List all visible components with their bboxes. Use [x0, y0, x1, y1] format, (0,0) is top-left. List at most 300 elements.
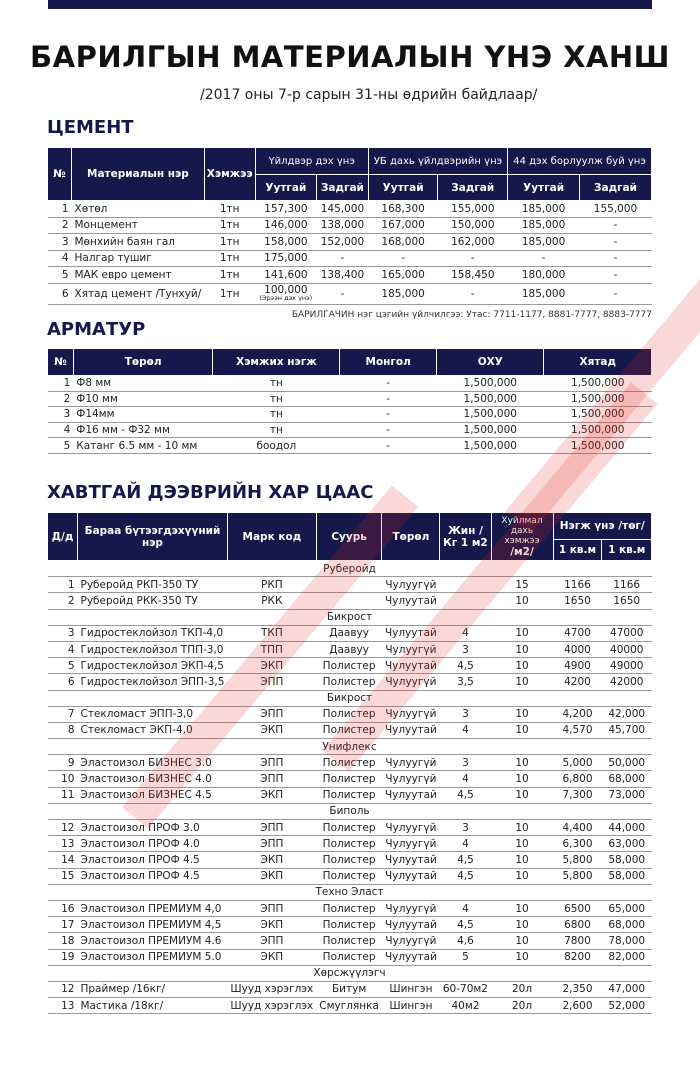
table-cell: 4	[48, 641, 78, 657]
cell-text: 1тн	[219, 252, 240, 265]
table-cell: 10	[491, 593, 553, 609]
table-cell: Чулуугүй	[382, 900, 440, 916]
table-cell: Полистер	[316, 755, 382, 771]
table-cell	[580, 217, 652, 234]
table-cell: 17	[48, 917, 78, 933]
cell-text: 1тн	[219, 287, 240, 300]
col-type: Төрөл	[382, 513, 440, 561]
page-subtitle: /2017 оны 7-р сарын 31-ны өдрийн байдлаар/	[200, 87, 538, 103]
table-cell: Полистер	[316, 852, 382, 868]
table-cell	[204, 283, 255, 304]
cell-text: -	[401, 252, 406, 265]
cell-text: 152,000	[320, 235, 365, 248]
table-cell	[204, 267, 255, 284]
table-cell: Полистер	[316, 658, 382, 674]
table-cell: Ф10 мм	[73, 391, 213, 407]
table-cell	[508, 267, 580, 284]
table-cell	[440, 593, 491, 609]
table-cell: 2	[48, 593, 78, 609]
col-packed: Уутгай	[508, 175, 580, 201]
table-cell	[438, 201, 508, 218]
table-cell: Эластоизол ПРЕМИУМ 4,0	[78, 900, 228, 916]
table-cell: ЭПП	[227, 900, 316, 916]
table-cell	[580, 267, 652, 284]
table-cell: Гидростеклойзол ТПП-3,0	[78, 641, 228, 657]
table-cell: 4	[440, 625, 491, 641]
table-cell: тн	[213, 391, 340, 407]
table-cell: 10	[491, 900, 553, 916]
table-cell: 14	[48, 852, 78, 868]
table-cell: Эластоизол ПРЕМИУМ 5.0	[78, 949, 228, 965]
table-cell: 5,800	[553, 868, 602, 884]
table-cell: Чулуугүй	[382, 641, 440, 657]
table-cell: Шингэн	[382, 981, 440, 997]
table-cell: Руберойд РКК-350 ТУ	[78, 593, 228, 609]
table-cell: Эластоизол БИЗНЕС 4.5	[78, 787, 228, 803]
table-cell: 10	[48, 771, 78, 787]
table-cell: 4,400	[553, 820, 602, 836]
table-cell	[255, 217, 317, 234]
table-cell	[368, 201, 438, 218]
cell-text: 185,000	[521, 219, 566, 232]
table-cell: Даавуу	[316, 625, 382, 641]
group-row	[48, 884, 652, 900]
group-row	[48, 803, 652, 819]
table-cell: РКК	[227, 593, 316, 609]
table-cell: 1,500,000	[544, 438, 652, 454]
table-cell	[255, 283, 317, 304]
cell-text: 1тн	[219, 219, 240, 232]
table-cell: Чулуутай	[382, 722, 440, 738]
table-row	[48, 981, 652, 997]
col-packed: Уутгай	[255, 175, 317, 201]
table-cell: 4	[440, 900, 491, 916]
cell-text: Хөтөл	[74, 202, 108, 215]
table-cell	[440, 577, 491, 593]
cell-text: -	[470, 252, 475, 265]
table-cell: Чулуугүй	[382, 577, 440, 593]
table-cell: 10	[491, 641, 553, 657]
cell-text: 180,000	[521, 268, 566, 281]
col-header: Монгол	[340, 349, 437, 376]
table-row	[48, 593, 652, 609]
table-cell: 4,5	[440, 917, 491, 933]
cell-text: 165,000	[381, 268, 425, 281]
cell-text: -	[613, 219, 618, 232]
table-row	[48, 391, 652, 407]
table-cell: 3	[440, 706, 491, 722]
table-cell: 1650	[602, 593, 652, 609]
table-cell	[580, 283, 652, 304]
table-row	[48, 755, 652, 771]
table-cell: 10	[491, 787, 553, 803]
table-cell	[72, 217, 205, 234]
table-cell	[48, 217, 72, 234]
group-label: Техно Эласт	[48, 884, 652, 900]
table-cell: 50,000	[602, 755, 652, 771]
table-cell: 5	[48, 658, 78, 674]
group-label: Унифлекс	[48, 739, 652, 755]
table-cell: 10	[491, 674, 553, 690]
col-name: Материалын нэр	[72, 148, 205, 201]
table-cell: Эластоизол БИЗНЕС 4.0	[78, 771, 228, 787]
table-cell: ЭПП	[227, 755, 316, 771]
table-cell: Полистер	[316, 900, 382, 916]
col-group-ub: УБ дахь үйлдвэрийн үнэ	[368, 148, 507, 175]
table-cell	[72, 250, 205, 267]
table-cell: Полистер	[316, 917, 382, 933]
col-name: Бараа бүтээгдэхүүний нэр	[78, 513, 228, 561]
table-cell: Чулуугүй	[382, 755, 440, 771]
table-cell: Гидростеклойзол ЭПП-3,5	[78, 674, 228, 690]
table-cell: 3	[440, 641, 491, 657]
cell-text: Хятад цемент /Тунхуй/	[74, 287, 202, 300]
table-row	[48, 625, 652, 641]
table-cell: Праймер /16кг/	[78, 981, 228, 997]
top-bar	[48, 0, 652, 9]
table-row	[48, 422, 652, 438]
table-cell: 6,800	[553, 771, 602, 787]
table-cell: 47,000	[602, 981, 652, 997]
table-cell: 3	[48, 407, 74, 423]
table-cell: Гидростеклойзол ТКП-4,0	[78, 625, 228, 641]
cell-text: 1тн	[219, 202, 240, 215]
cell-text: -	[541, 252, 546, 265]
cell-text: 168,300	[381, 202, 425, 215]
table-row	[48, 641, 652, 657]
table-cell: Ф8 мм	[73, 376, 213, 392]
table-cell: 4,5	[440, 658, 491, 674]
cell-text: 185,000	[521, 235, 566, 248]
group-label: Руберойд	[48, 561, 652, 577]
table-cell: 10	[491, 658, 553, 674]
table-cell: 47000	[602, 625, 652, 641]
col-header: №	[48, 349, 74, 376]
table-cell: 42,000	[602, 706, 652, 722]
table-cell	[48, 201, 72, 218]
table-cell: 10	[491, 722, 553, 738]
table-cell: ЭКП	[227, 868, 316, 884]
table-cell: 1,500,000	[437, 407, 544, 423]
col-roll-unit: /м2/	[510, 545, 534, 558]
table-cell: ЭКП	[227, 917, 316, 933]
cell-text: 157,300	[264, 202, 308, 215]
table-cell: 1,500,000	[437, 422, 544, 438]
table-cell	[255, 234, 317, 251]
table-cell: 10	[491, 917, 553, 933]
cell-text: -	[613, 268, 618, 281]
table-cell: 45,700	[602, 722, 652, 738]
table-cell: 4000	[553, 641, 602, 657]
cell-text: МАК евро цемент	[74, 268, 172, 281]
cell-text: 155,000	[451, 202, 495, 215]
table-cell: Чулуутай	[382, 949, 440, 965]
table-cell: Чулуутай	[382, 917, 440, 933]
cell-text: -	[470, 287, 475, 300]
table-cell: 3	[440, 820, 491, 836]
table-cell: Чулуугүй	[382, 674, 440, 690]
table-cell: ЭПП	[227, 836, 316, 852]
cell-text: 146,000	[264, 219, 308, 232]
table-cell: 5	[48, 438, 74, 454]
cell-text: 168,000	[381, 235, 425, 248]
table-cell: тн	[213, 407, 340, 423]
table-row	[48, 722, 652, 738]
cell-note: (Эрээн дэх үнэ)	[259, 294, 313, 302]
table-row	[48, 917, 652, 933]
table-cell: 7	[48, 706, 78, 722]
table-cell	[204, 234, 255, 251]
table-cell: 49000	[602, 658, 652, 674]
table-row	[48, 820, 652, 836]
table-cell: 58,000	[602, 852, 652, 868]
col-price-1: 1 кв.м	[553, 540, 602, 561]
table-row	[48, 201, 652, 218]
table-cell: 2,350	[553, 981, 602, 997]
table-cell	[368, 217, 438, 234]
table-cell: 4,5	[440, 787, 491, 803]
table-cell: 16	[48, 900, 78, 916]
table-cell: -	[340, 391, 437, 407]
table-row	[48, 407, 652, 423]
cell-text: -	[340, 252, 345, 265]
col-no: Д/д	[48, 513, 78, 561]
table-cell	[508, 283, 580, 304]
group-row	[48, 609, 652, 625]
table-cell: ТКП	[227, 625, 316, 641]
table-cell: 1	[48, 577, 78, 593]
table-cell: Чулуутай	[382, 787, 440, 803]
table-row	[48, 949, 652, 965]
table-cell: 4	[440, 771, 491, 787]
col-packed: Уутгай	[368, 175, 438, 201]
table-cell: Эластоизол ПРОФ 4.0	[78, 836, 228, 852]
table-cell: Шууд хэрэглэх	[227, 998, 316, 1014]
table-row	[48, 438, 652, 454]
table-cell: 1166	[553, 577, 602, 593]
table-row	[48, 998, 652, 1014]
col-unit: Хэмжээ	[204, 148, 255, 201]
table-cell: 1,500,000	[437, 376, 544, 392]
table-cell	[438, 283, 508, 304]
table-cell: 4,5	[440, 868, 491, 884]
table-cell: 11	[48, 787, 78, 803]
table-cell: 5,000	[553, 755, 602, 771]
table-cell: Даавуу	[316, 641, 382, 657]
table-cell: -	[340, 438, 437, 454]
table-cell: 1,500,000	[437, 391, 544, 407]
table-cell	[72, 283, 205, 304]
table-cell: 2,600	[553, 998, 602, 1014]
table-cell: РКП	[227, 577, 316, 593]
table-cell: 13	[48, 836, 78, 852]
table-cell: -	[340, 422, 437, 438]
table-cell: 19	[48, 949, 78, 965]
cell-text: 1тн	[219, 235, 240, 248]
table-cell: 1	[48, 376, 74, 392]
table-cell: 7,300	[553, 787, 602, 803]
table-cell: 1,500,000	[544, 422, 652, 438]
table-cell: 4,5	[440, 852, 491, 868]
table-cell: ЭПП	[227, 771, 316, 787]
table-row	[48, 267, 652, 284]
table-cell: 20л	[491, 998, 553, 1014]
table-cell: 40м2	[440, 998, 491, 1014]
table-cell: Эластоизол ПРЕМИУМ 4.6	[78, 933, 228, 949]
cell-text: 175,000	[264, 252, 308, 265]
table-cell: 4	[440, 722, 491, 738]
table-cell: Стекломаст ЭКП-4,0	[78, 722, 228, 738]
table-cell	[48, 250, 72, 267]
table-cell: Полистер	[316, 949, 382, 965]
table-row	[48, 577, 652, 593]
table-cell: Ф16 мм - Ф32 мм	[73, 422, 213, 438]
table-cell: Чулуугүй	[382, 771, 440, 787]
table-cell	[317, 283, 369, 304]
table-row	[48, 787, 652, 803]
table-cell: -	[340, 407, 437, 423]
table-row	[48, 250, 652, 267]
table-row	[48, 706, 652, 722]
cell-text: 4	[61, 252, 69, 265]
table-cell: 10	[491, 949, 553, 965]
table-cell: 68,000	[602, 771, 652, 787]
table-cell: ЭПП	[227, 674, 316, 690]
table-cell: 10	[491, 868, 553, 884]
cell-text: 158,000	[264, 235, 308, 248]
table-cell: Эластоизол БИЗНЕС 3.0	[78, 755, 228, 771]
col-roll	[491, 513, 553, 561]
col-base: Суурь	[316, 513, 382, 561]
col-code: Марк код	[227, 513, 316, 561]
table-cell: 82,000	[602, 949, 652, 965]
cell-text: 155,000	[593, 202, 638, 215]
table-cell: 1,500,000	[544, 391, 652, 407]
group-row	[48, 739, 652, 755]
table-cell: Чулуутай	[382, 868, 440, 884]
cell-text: -	[340, 287, 345, 300]
table-cell: Эластоизол ПРОФ 4.5	[78, 868, 228, 884]
table-cell	[204, 250, 255, 267]
table-cell	[255, 267, 317, 284]
table-cell: 10	[491, 771, 553, 787]
table-cell: 3	[48, 625, 78, 641]
table-cell: 40000	[602, 641, 652, 657]
table-cell: 15	[491, 577, 553, 593]
table-cell: 10	[491, 852, 553, 868]
table-cell: ЭКП	[227, 949, 316, 965]
col-price-2: 1 кв.м	[602, 540, 652, 561]
cell-text: 150,000	[451, 219, 495, 232]
roofing-heading: ХАВТГАЙ ДЭЭВРИЙН ХАР ЦААС	[47, 482, 374, 503]
table-cell	[368, 234, 438, 251]
page-title: БАРИЛГЫН МАТЕРИАЛЫН ҮНЭ ХАНШ	[30, 40, 670, 74]
table-cell	[72, 234, 205, 251]
cell-text: 1	[61, 202, 69, 215]
table-cell: Чулуугүй	[382, 706, 440, 722]
table-cell: 1,500,000	[544, 376, 652, 392]
table-cell: ТПП	[227, 641, 316, 657]
table-cell: 13	[48, 998, 78, 1014]
table-cell	[438, 267, 508, 284]
table-cell	[255, 201, 317, 218]
table-row	[48, 376, 652, 392]
table-cell: Полистер	[316, 706, 382, 722]
group-label: Бикрост	[48, 609, 652, 625]
table-cell	[317, 201, 369, 218]
table-cell: 6500	[553, 900, 602, 916]
table-cell: ЭПП	[227, 706, 316, 722]
col-price: Нэгж үнэ /төг/	[553, 513, 652, 540]
cell-text: -	[613, 252, 618, 265]
table-cell: 9	[48, 755, 78, 771]
table-cell: боодол	[213, 438, 340, 454]
col-header: ОХУ	[437, 349, 544, 376]
table-cell: ЭКП	[227, 787, 316, 803]
cement-table	[47, 147, 652, 305]
table-cell: 52,000	[602, 998, 652, 1014]
table-cell: ЭПП	[227, 820, 316, 836]
table-cell: Полистер	[316, 674, 382, 690]
table-cell	[317, 217, 369, 234]
table-cell: Ф14мм	[73, 407, 213, 423]
table-cell: 60-70м2	[440, 981, 491, 997]
rebar-heading: АРМАТУР	[47, 319, 146, 340]
table-cell: 65,000	[602, 900, 652, 916]
table-cell: 18	[48, 933, 78, 949]
table-row	[48, 217, 652, 234]
table-cell: 8	[48, 722, 78, 738]
col-group-44: 44 дэх борлуулж буй үнэ	[508, 148, 652, 175]
table-cell: Стекломаст ЭПП-3,0	[78, 706, 228, 722]
group-label: Биполь	[48, 803, 652, 819]
contact-note: БАРИЛГАЧИН нэг цэгийн үйлчилгээ: Утас: 7711-1177, 8881-7777, 8883-7777	[291, 310, 652, 320]
table-row	[48, 283, 652, 304]
table-cell: Руберойд РКП-350 ТУ	[78, 577, 228, 593]
cell-text: 138,000	[320, 219, 365, 232]
table-cell: 10	[491, 820, 553, 836]
table-cell: Шууд хэрэглэх	[227, 981, 316, 997]
table-cell: Полистер	[316, 771, 382, 787]
cell-text: 2	[61, 219, 69, 232]
group-label: Бикрост	[48, 690, 652, 706]
cell-text: 100,000	[264, 284, 308, 296]
table-row	[48, 234, 652, 251]
table-cell: тн	[213, 422, 340, 438]
table-cell: 1,500,000	[544, 407, 652, 423]
table-cell	[368, 267, 438, 284]
table-cell: 4,200	[553, 706, 602, 722]
table-cell: 6	[48, 674, 78, 690]
table-cell: 15	[48, 868, 78, 884]
table-cell	[580, 201, 652, 218]
group-label: Хөрсжүүлэгч	[48, 965, 652, 981]
col-no: №	[48, 148, 72, 201]
table-cell: Чулуутай	[382, 593, 440, 609]
cell-text: Монцемент	[74, 219, 138, 232]
table-cell: 10	[491, 706, 553, 722]
cell-text: -	[613, 287, 618, 300]
table-cell	[508, 234, 580, 251]
cell-text: 5	[61, 268, 69, 281]
table-cell	[508, 250, 580, 267]
col-bulk: Задгай	[580, 175, 652, 201]
cell-text: 145,000	[320, 202, 365, 215]
table-cell	[204, 201, 255, 218]
table-cell: 3,5	[440, 674, 491, 690]
col-header: Төрөл	[73, 349, 213, 376]
table-cell: 8200	[553, 949, 602, 965]
